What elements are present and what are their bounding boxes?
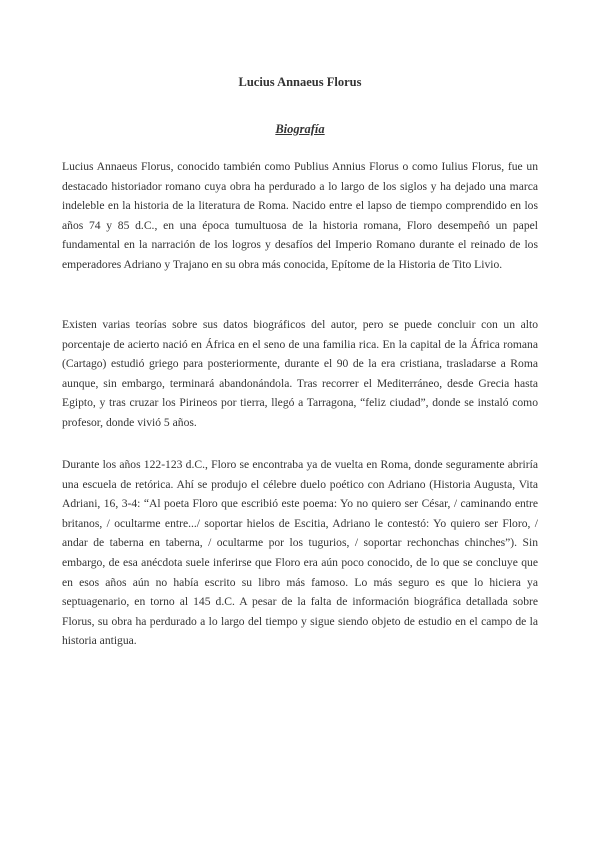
- paragraph-2: Existen varias teorías sobre sus datos biográficos del autor, pero se puede concluir con un alto porcentaje de acierto nació en África en el seno de una familia rica. En la capital de la África romana (Cartago) estudió griego para posteriormente, durante el 90 de la era cristiana, trasladarse a Roma aunque, sin embargo, terminará abandonándola. Tras recorrer el Mediterráneo, desde Grecia hasta Egipto, y tras cruzar los Pirineos por tierra, llegó a Tarragona, “feliz ciudad”, donde se instaló como profesor, donde vivió 5 años.: [62, 318, 538, 429]
- section-heading: Biografía: [275, 122, 325, 136]
- document-title: Lucius Annaeus Florus: [238, 75, 362, 89]
- paragraph-3: Durante los años 122-123 d.C., Floro se encontraba ya de vuelta en Roma, donde seguramente abriría una escuela de retórica. Ahí se produjo el célebre duelo poético con Adriano (Historia Augusta, Vita Adriani, 16, 3-4: “Al poeta Floro que escribió este poema: Yo no quiero ser César, / caminando entre britanos, / ocultarme entre.../ soportar hielos de Escitia, Adriano le contestó: Yo quiero ser Floro, / andar de taberna en taberna, / ocultarme por los tugurios, / soportar rechonchas chinches”). Sin embargo, de esa anécdota suele inferirse que Floro era aún poco conocido, de lo que se concluye que en esos años aún no había escrito su libro más famoso. Lo más seguro es que lo hiciera ya septuagenario, en torno al 145 d.C. A pesar de la falta de información biográfica detallada sobre Florus, su obra ha perdurado a lo largo del tiempo y sigue siendo objeto de estudio en el campo de la historia antigua.: [62, 458, 538, 648]
- paragraph-1: Lucius Annaeus Florus, conocido también como Publius Annius Florus o como Iulius Florus, fue un destacado historiador romano cuya obra ha perdurado a lo largo de los siglos y ha dejado una marca indeleble en la historia de la literatura de Roma. Nacido entre el lapso de tiempo comprendido en los años 74 y 85 d.C., en una época tumultuosa de la historia romana, Floro desempeñó un papel fundamental en la narración de los logros y desafíos del Imperio Romano durante el reinado de los emperadores Adriano y Trajano en su obra más conocida, Epítome de la Historia de Tito Livio.: [62, 160, 538, 271]
